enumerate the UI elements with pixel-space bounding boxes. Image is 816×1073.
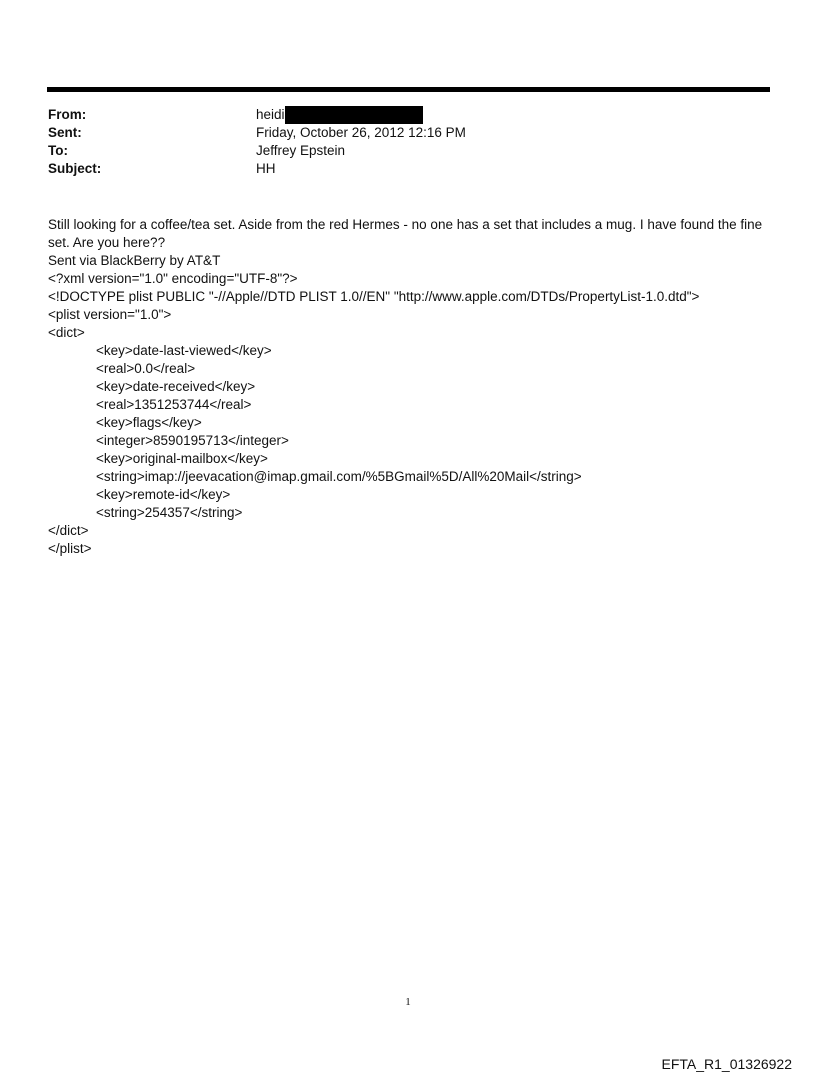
page-number: 1 [405,996,411,1008]
plist-line: <string>254357</string> [96,505,243,520]
sent-row [48,124,466,142]
email-body [48,216,773,558]
plist-line: <real>1351253744</real> [96,397,252,412]
to-label: To: [48,143,68,158]
from-label: From: [48,107,87,122]
plist-line: <key>remote-id</key> [96,487,231,502]
plist-line: </dict> [48,523,89,538]
bates-number: EFTA_R1_01326922 [661,1056,792,1072]
plist-line: <real>0.0</real> [96,361,196,376]
subject-label: Subject: [48,161,102,176]
email-header [48,106,466,178]
message-text: Still looking for a coffee/tea set. Aside from the red Hermes - no one has a set that includes a mug. I have found the fine set. Are you here?? [48,217,763,250]
from-row [48,106,466,124]
subject-value: HH [256,161,276,176]
plist-line: <plist version="1.0"> [48,307,172,322]
sent-value: Friday, October 26, 2012 12:16 PM [256,125,466,140]
plist-line: <?xml version="1.0" encoding="UTF-8"?> [48,271,298,286]
plist-line: <key>date-last-viewed</key> [96,343,272,358]
to-row [48,142,466,160]
plist-line: <!DOCTYPE plist PUBLIC "-//Apple//DTD PLIST 1.0//EN" "http://www.apple.com/DTDs/PropertyList-1.0.dtd"> [48,289,700,304]
plist-line: <key>original-mailbox</key> [96,451,268,466]
plist-line: <string>imap://jeevacation@imap.gmail.com/%5BGmail%5D/All%20Mail</string> [96,469,582,484]
from-value: heidi [256,107,285,122]
plist-line: <integer>8590195713</integer> [96,433,289,448]
header-rule [47,87,770,92]
subject-row [48,160,466,178]
redaction-block [285,106,423,124]
plist-line: <key>date-received</key> [96,379,256,394]
signature-text: Sent via BlackBerry by AT&T [48,253,221,268]
to-value: Jeffrey Epstein [256,143,346,158]
from-value-wrap [256,106,423,124]
plist-line: <dict> [48,325,85,340]
plist-line: <key>flags</key> [96,415,202,430]
sent-label: Sent: [48,125,82,140]
plist-line: </plist> [48,541,92,556]
